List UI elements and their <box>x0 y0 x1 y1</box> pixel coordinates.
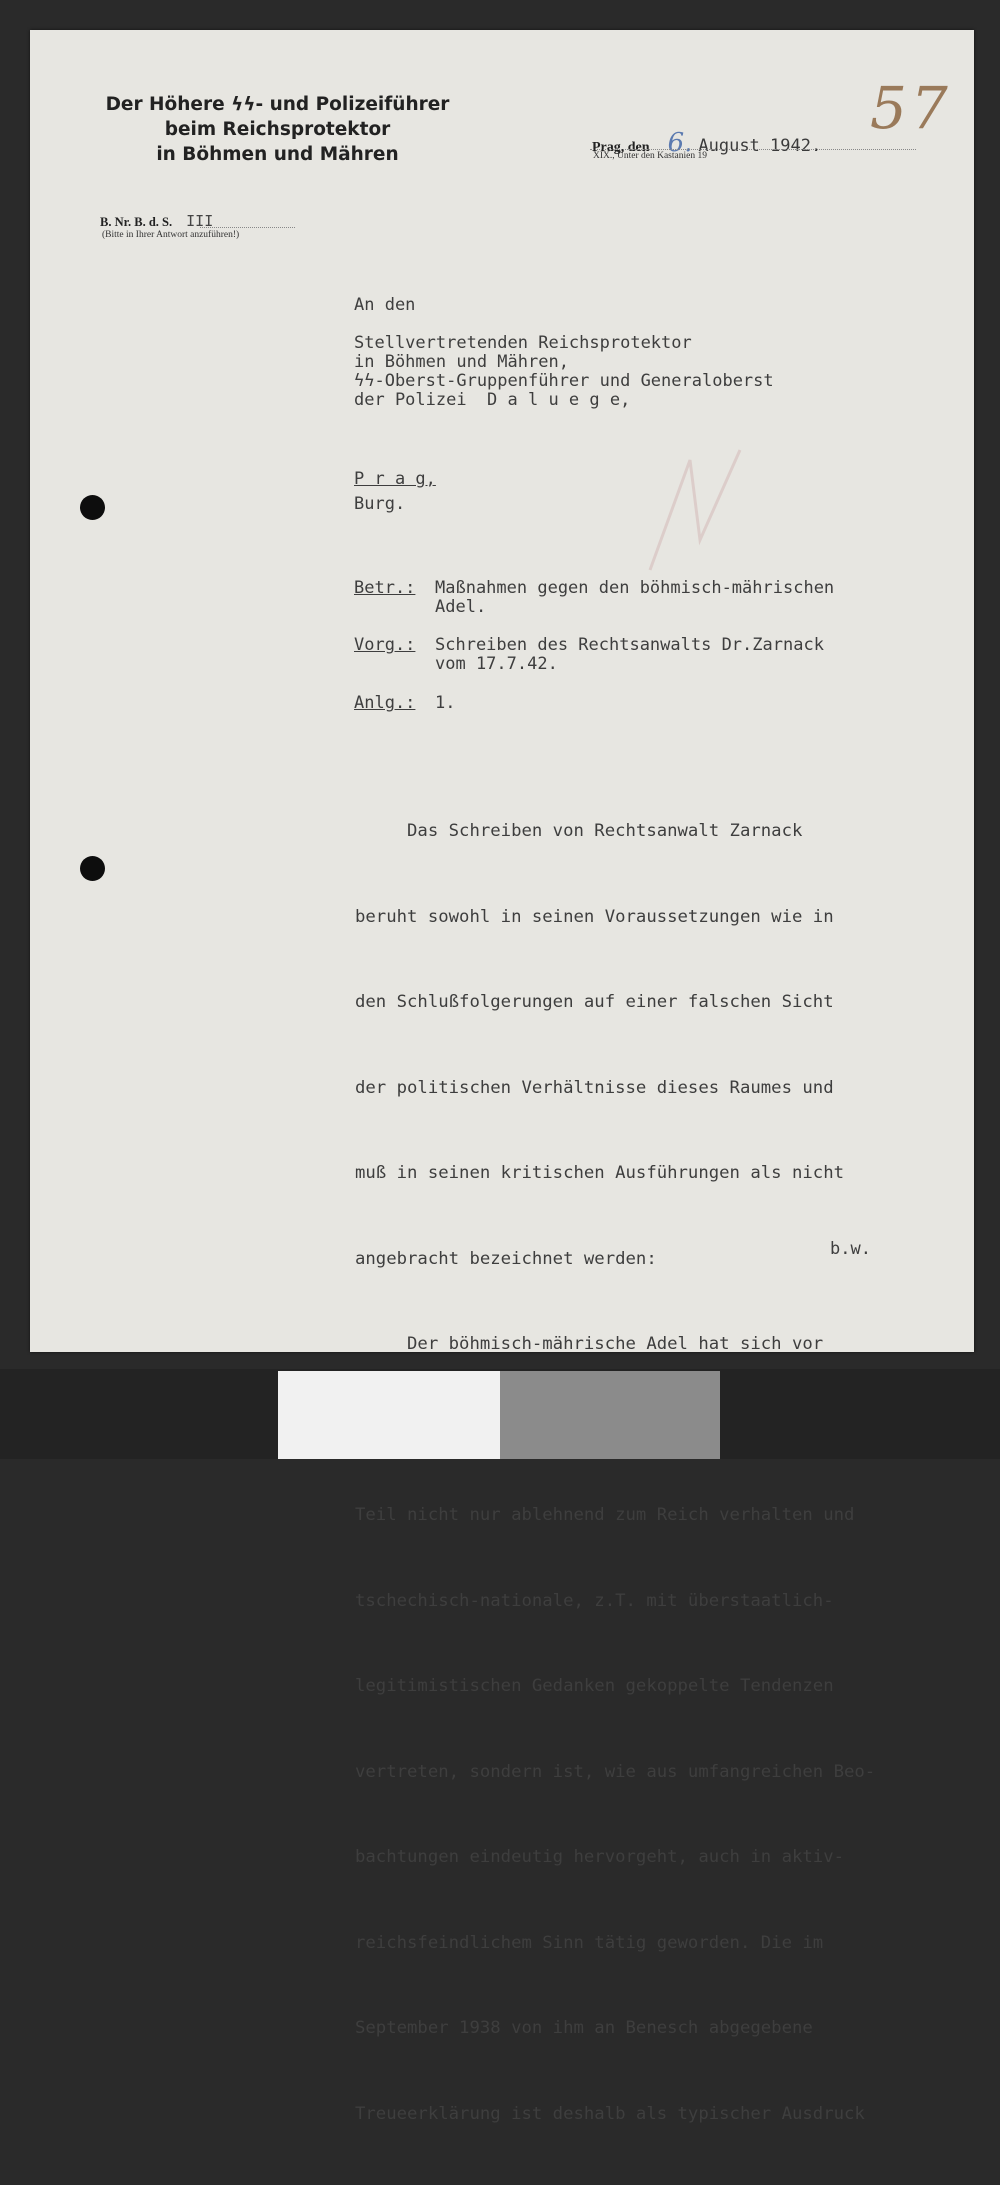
recipient-line: Stellvertretenden Reichsprotektor <box>354 333 692 353</box>
subject-label: Betr.: <box>354 578 416 598</box>
previous-line: Schreiben des Rechtsanwalts Dr.Zarnack <box>435 635 824 655</box>
letterhead-line-2: beim Reichsprotektor <box>164 119 391 140</box>
letter-body <box>355 760 875 2185</box>
body-line: September 1938 von ihm an Benesch abgegebene <box>355 2018 813 2038</box>
body-line: den Schlußfolgerungen auf einer falschen Sicht <box>355 992 834 1012</box>
previous-label: Vorg.: <box>354 635 416 655</box>
punch-hole-bottom <box>80 856 105 881</box>
white-calibration-patch <box>278 1371 500 1459</box>
attachment-label: Anlg.: <box>354 693 416 713</box>
body-line: legitimistischen Gedanken gekoppelte Tendenzen <box>355 1676 834 1696</box>
body-line: angebracht bezeichnet werden: <box>355 1248 657 1269</box>
punch-hole-top <box>80 495 105 520</box>
letter-page <box>30 30 974 2124</box>
recipient-line: in Böhmen und Mähren, <box>354 352 569 372</box>
previous-line: vom 17.7.42. <box>435 654 558 674</box>
subject-line: Maßnahmen gegen den böhmisch-mährischen <box>435 578 835 598</box>
letterhead-line-1: Der Höhere ϟϟ- und Polizeiführer <box>105 94 450 115</box>
sender-address: XIX., Unter den Kastanien 19 <box>593 151 707 161</box>
handwritten-page-number: 57 <box>870 74 952 142</box>
reference-note: (Bitte in Ihrer Antwort anzuführen!) <box>102 230 240 240</box>
recipient-salutation: An den <box>354 295 416 315</box>
body-line: muß in seinen kritischen Ausführungen als nicht <box>355 1163 844 1183</box>
reference-dotted-rule <box>200 227 295 228</box>
dateline-dotted-rule <box>590 149 916 150</box>
grey-calibration-patch <box>500 1371 720 1459</box>
body-line: tschechisch-nationale, z.T. mit überstaatlich- <box>355 1590 834 1611</box>
body-line: beruht sowohl in seinen Voraussetzungen wie in <box>355 906 834 927</box>
body-line: reichsfeindlichem Sinn tätig geworden. Die im <box>355 1932 824 1953</box>
body-line: der politischen Verhältnisse dieses Raumes und <box>355 1077 834 1098</box>
recipient-line: ϟϟ-Oberst-Gruppenführer und Generaloberst <box>354 371 774 391</box>
subject-line: Adel. <box>435 597 487 617</box>
body-line: Das Schreiben von Rechtsanwalt Zarnack <box>355 821 803 841</box>
recipient-line: der Polizei D a l u e g e, <box>354 390 631 410</box>
body-line: Teil nicht nur ablehnend zum Reich verhalten und <box>355 1505 855 1525</box>
letterhead <box>100 92 455 167</box>
faint-pencil-mark <box>630 420 770 600</box>
body-line: bachtungen eindeutig hervorgeht, auch in aktiv- <box>355 1847 844 1867</box>
recipient-city: P r a g, <box>354 469 436 489</box>
continuation-note: b.w. <box>830 1239 871 1259</box>
recipient-place: Burg. <box>354 494 406 514</box>
body-line: vertreten, sondern ist, wie aus umfangreichen Beo- <box>355 1761 876 1782</box>
reference-number <box>100 212 213 230</box>
body-line: Treueerklärung ist deshalb als typischer Ausdruck <box>355 2103 865 2124</box>
dateline-day: 6. <box>667 128 693 158</box>
letterhead-line-3: in Böhmen und Mähren <box>156 144 399 165</box>
dateline-place: Prag, den <box>592 140 650 155</box>
reference-label: B. Nr. B. d. S. <box>100 215 173 229</box>
dateline-date: August 1942. <box>698 136 822 156</box>
reference-value: III <box>186 212 214 230</box>
body-line: Der böhmisch-mährische Adel hat sich vor <box>355 1334 824 1354</box>
attachment-value: 1. <box>435 693 456 713</box>
